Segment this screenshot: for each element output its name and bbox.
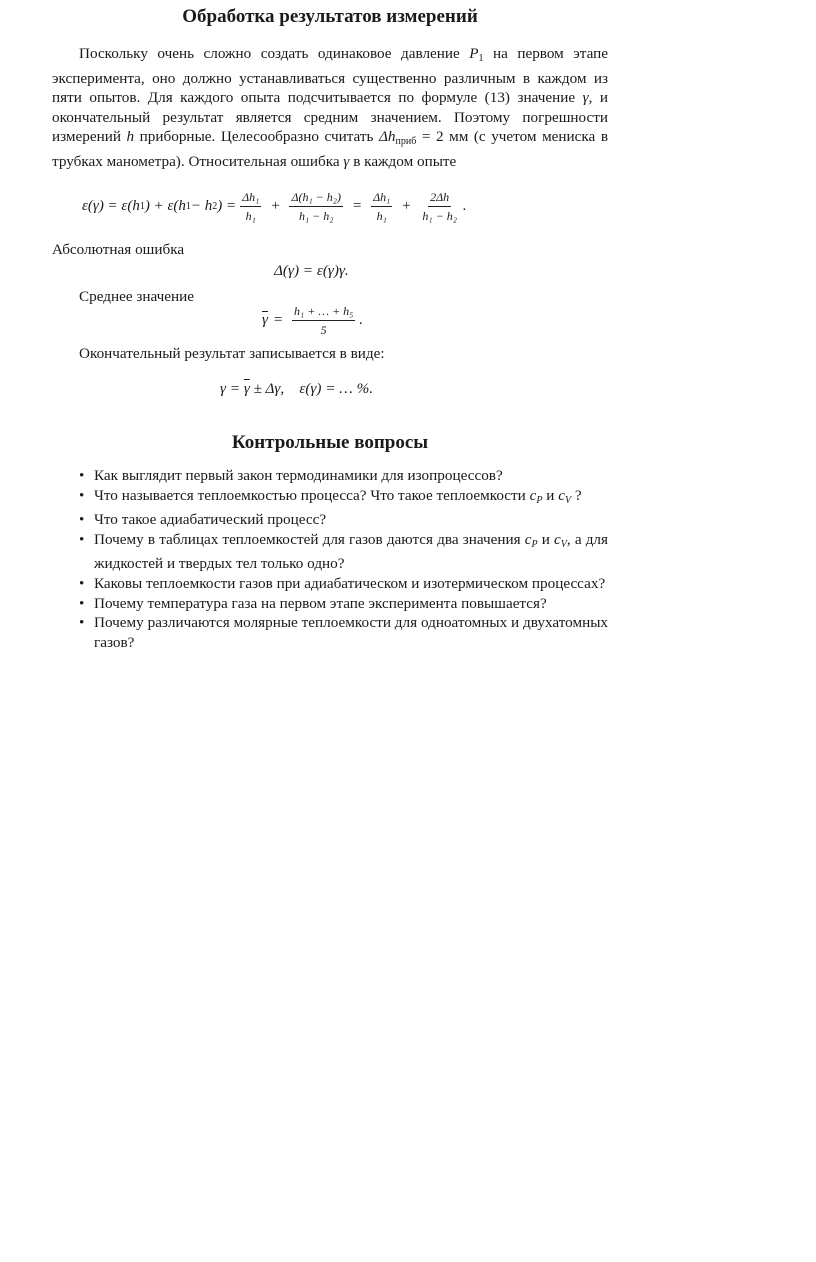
math-sub: V	[560, 538, 567, 550]
denominator: h₁ − h₂	[422, 209, 457, 223]
operator: +	[270, 198, 281, 214]
math-gamma-bar: $\overline{\gamma}$	[243, 380, 250, 397]
formula-part: ) =	[217, 198, 237, 214]
formula-part: ε(γ) = ε(h	[82, 198, 140, 214]
period: .	[359, 312, 364, 328]
formula-absolute-error: Δ(γ) = ε(γ)γ.	[274, 262, 349, 279]
math-delta-h: Δh	[379, 128, 396, 146]
operator: =	[226, 380, 244, 397]
label-mean-value: Среднее значение	[79, 288, 195, 305]
math-c: c	[554, 530, 561, 548]
numerator: Δh₁	[371, 190, 392, 207]
text: на первом этапе эксперимента, оно должно устанавливаться существенно различным в каждом из пяти опытов. Для каждого опыта подсчитывается по формуле (13) значение	[52, 45, 608, 107]
label-absolute-error: Абсолютная ошибка	[52, 241, 185, 258]
math-sub: P	[536, 494, 543, 506]
bullet: •	[79, 614, 85, 632]
fraction	[371, 190, 392, 223]
numerator: Δ(h₁ − h₂)	[289, 190, 342, 207]
formula-sub: 1	[185, 201, 191, 212]
period: .	[462, 198, 467, 214]
question-text: и	[541, 530, 550, 548]
bullet: •	[79, 467, 85, 484]
label-final-result: Окончательный результат записывается в виде:	[79, 345, 385, 362]
text: = 2 мм (с учетом мениска в трубках манометра). Относительная ошибка	[52, 128, 609, 170]
math-c: c	[529, 486, 537, 504]
math-sub: V	[564, 494, 572, 506]
question-text: Что называется теплоемкостью процесса? Что такое теплоемкости	[94, 486, 526, 504]
text: в каждом опыте	[353, 152, 457, 170]
math-delta-h-sub: приб	[395, 136, 417, 148]
math-gamma: γ	[220, 380, 226, 397]
list-item	[52, 510, 608, 530]
section-title-questions: Контрольные вопросы	[231, 432, 429, 453]
math-c: c	[524, 530, 532, 548]
math-gamma-bar: $\overline{\gamma}$	[262, 312, 268, 328]
formula-part: − h	[190, 198, 213, 214]
numerator: 2Δh	[428, 190, 451, 207]
list-item	[52, 530, 608, 574]
formula-relative-error	[82, 190, 467, 223]
question-text: Почему различаются молярные теплоемкости для одноатомных и двухатомных газов?	[94, 614, 608, 651]
fraction	[289, 190, 342, 223]
list-item	[52, 594, 608, 614]
fraction	[420, 190, 458, 223]
bullet: •	[79, 574, 85, 592]
math-c: c	[558, 486, 565, 504]
bullet: •	[79, 594, 85, 612]
math-gamma: γ	[343, 152, 350, 170]
formula-sub: 1	[139, 201, 145, 212]
section-title-processing: Обработка результатов измерений	[182, 6, 478, 27]
list-item	[52, 613, 608, 652]
denominator: 5	[320, 323, 327, 337]
question-text: , а для жидкостей и твердых тел только одно?	[94, 530, 608, 573]
question-text: Каковы теплоемкости газов при адиабатическом и изотермическом процессах?	[94, 574, 606, 592]
fraction	[292, 304, 355, 337]
denominator: h₁	[376, 209, 387, 223]
bullet: •	[79, 530, 85, 548]
formula-sub: 2	[212, 201, 218, 212]
denominator: h₁	[245, 209, 256, 223]
list-item	[52, 486, 608, 511]
text: Поскольку очень сложно создать одинаковое давление	[79, 45, 460, 62]
numerator: Δh₁	[240, 190, 261, 207]
math-P-sub: 1	[478, 53, 484, 64]
math-P: P	[469, 45, 479, 62]
question-text: Почему температура газа на первом этапе эксперимента повышается?	[94, 594, 547, 612]
list-item	[52, 574, 608, 594]
math-h: h	[126, 128, 135, 146]
operator: +	[401, 198, 412, 214]
formula-part: ) + ε(h	[144, 198, 186, 214]
paragraph-processing	[52, 44, 608, 172]
list-item	[52, 466, 608, 486]
question-text: Почему в таблицах теплоемкостей для газов даются два значения	[94, 530, 521, 548]
question-text: ?	[574, 486, 582, 504]
questions-list	[52, 466, 608, 652]
math-gamma: γ	[582, 89, 589, 107]
formula-mean	[262, 304, 363, 337]
fraction	[240, 190, 261, 223]
text: приборные. Целесообразно считать	[139, 128, 374, 146]
formula-part: ± Δγ, ε(γ) = … %.	[249, 380, 374, 397]
formula-final-result	[220, 380, 373, 398]
question-text: Что такое адиабатический процесс?	[94, 511, 327, 529]
question-text: Как выглядит первый закон термодинамики для изопроцессов?	[94, 467, 503, 484]
question-text: и	[546, 486, 555, 504]
denominator: h₁ − h₂	[298, 209, 334, 223]
bullet: •	[79, 511, 85, 529]
operator: =	[351, 198, 363, 214]
text: , и окончательный результат является средним значением. Поэтому погрешности измерений	[52, 89, 608, 146]
numerator: h₁ + … + h₅	[292, 304, 355, 321]
operator: =	[272, 312, 284, 328]
math-sub: P	[531, 538, 538, 550]
bullet: •	[79, 486, 85, 504]
